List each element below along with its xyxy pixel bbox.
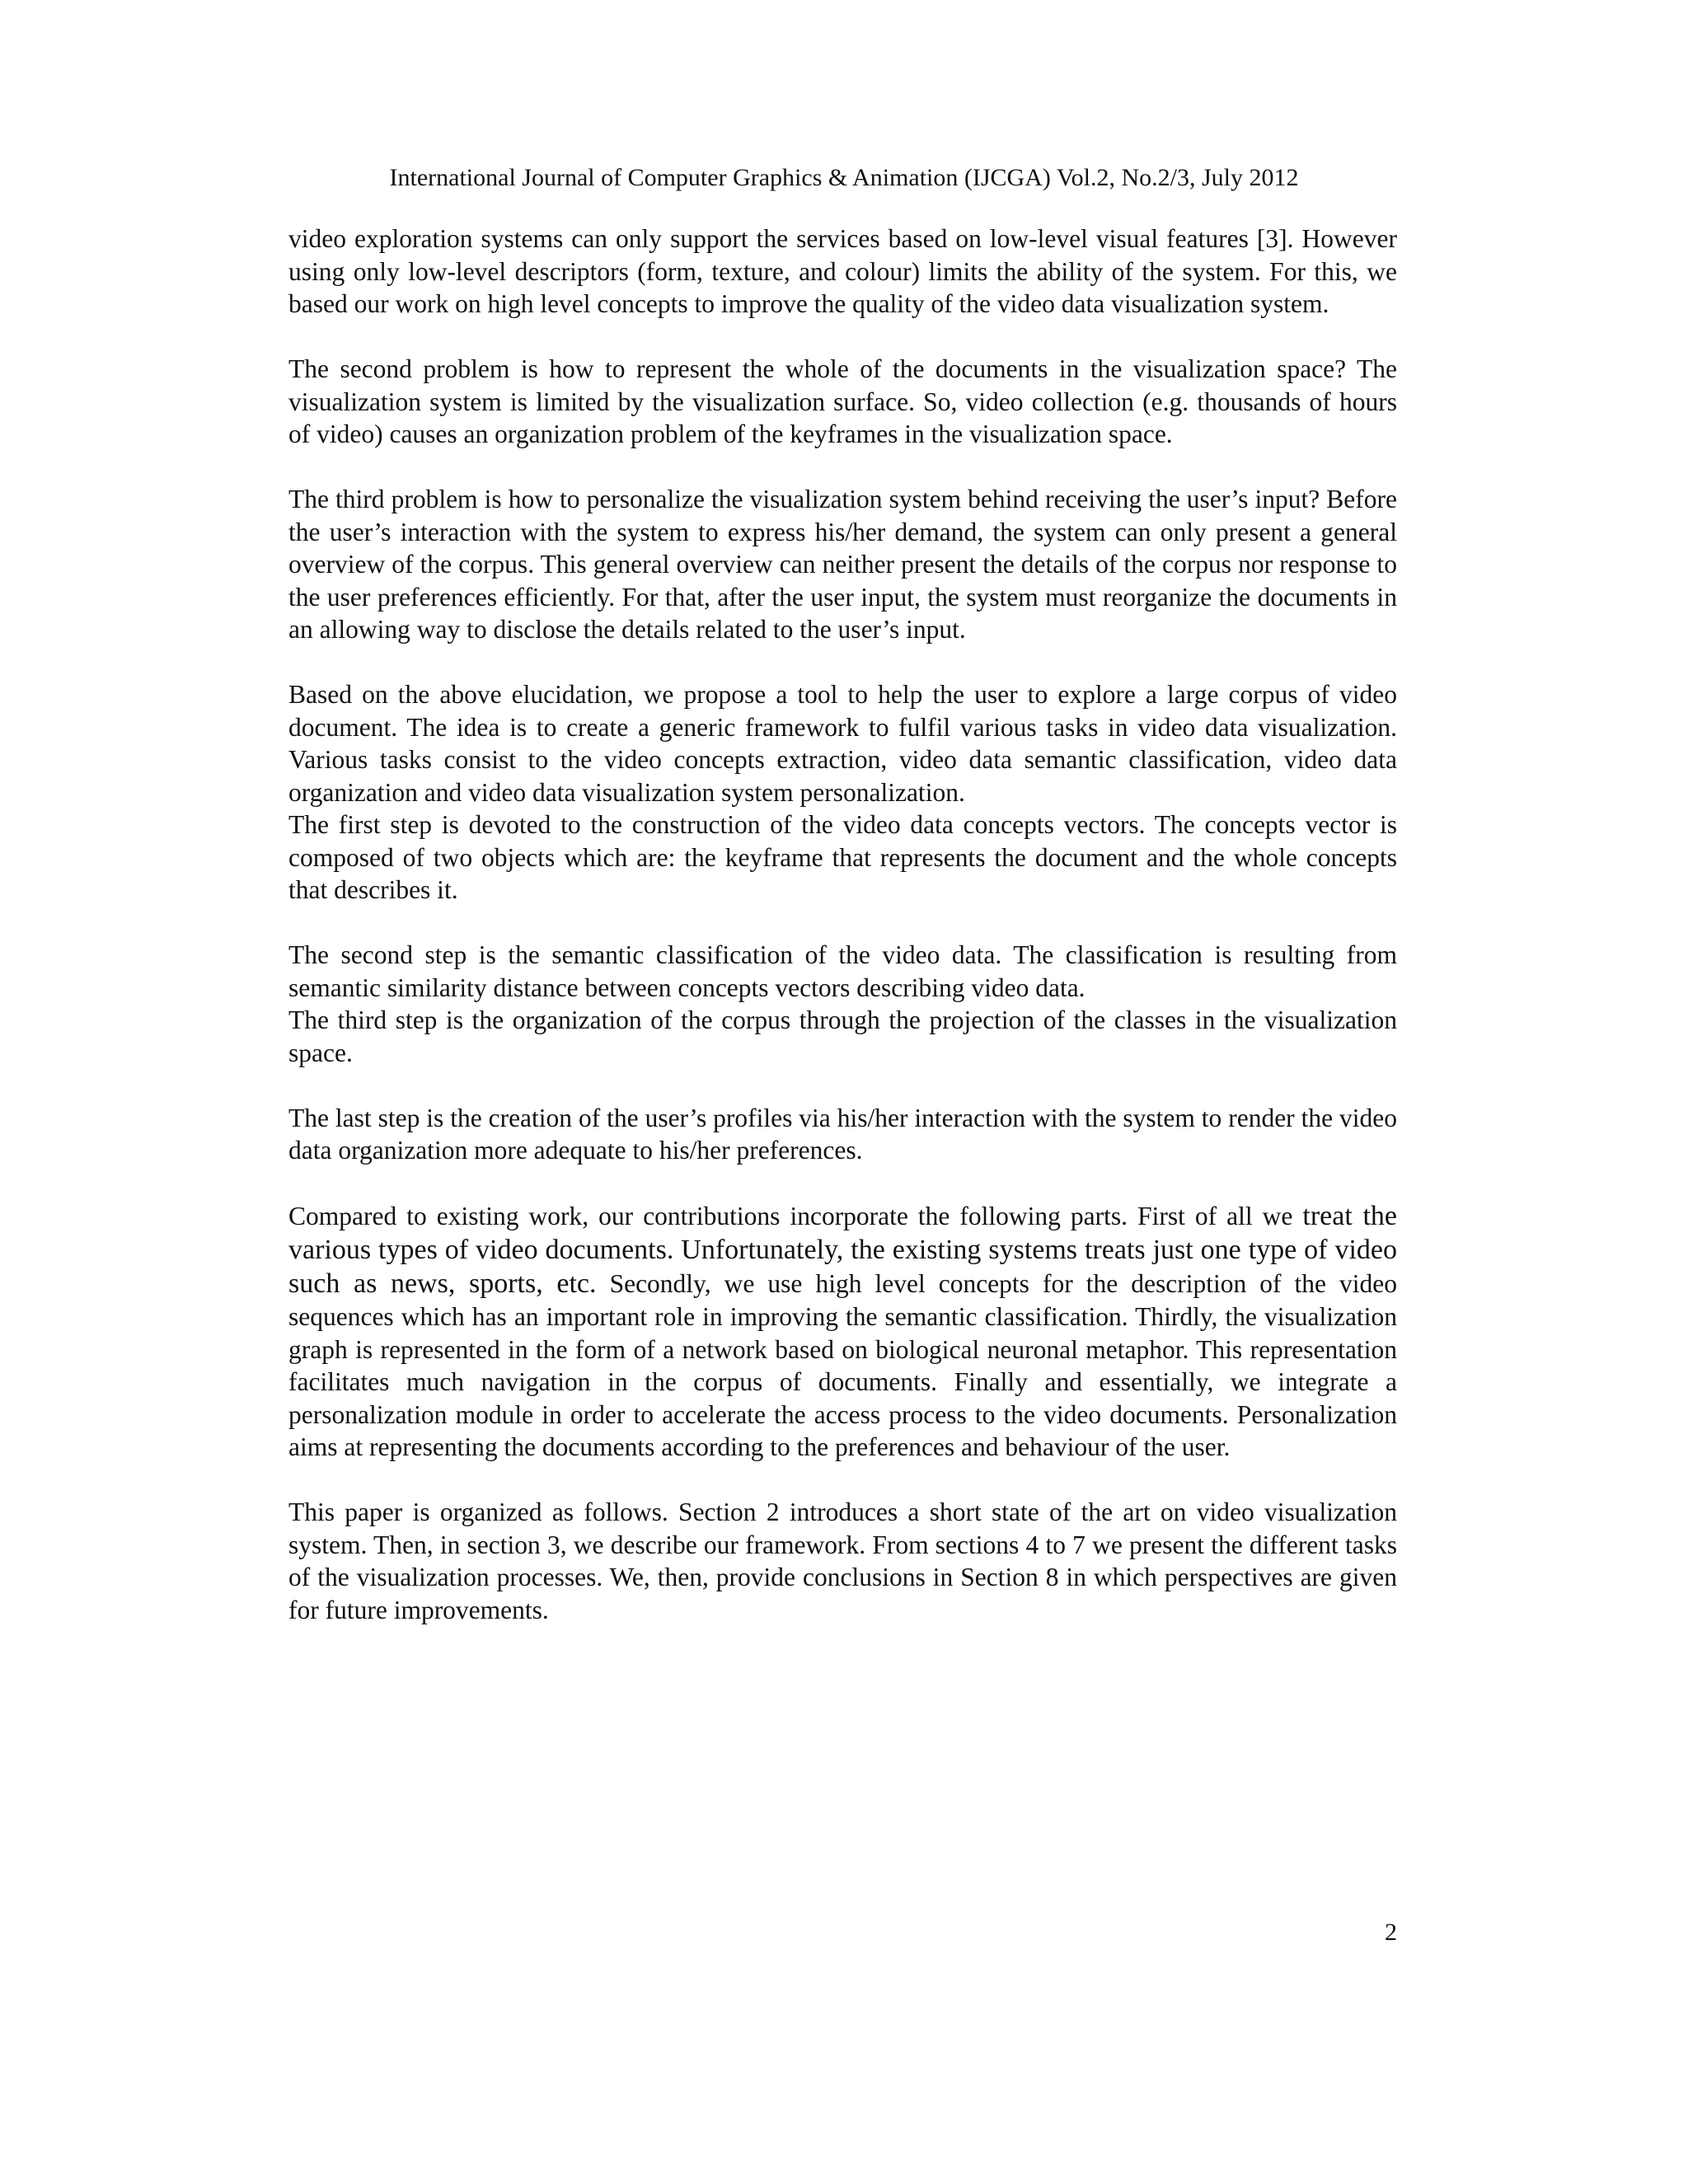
body-text [288,223,1397,1626]
contributions-text-larger: treat the various types of video documents. Unfortunately, the existing systems treats just one type of video such as news, sports, etc. [288,1201,1397,1299]
contributions-text-start: Compared to existing work, our contributions incorporate the following parts. First of all we [288,1202,1293,1230]
paragraph-third-problem: The third problem is how to personalize the visualization system behind receiving the user’s input? Before the user’s interaction with the system to express his/her demand, the system can only present a general overview of the corpus. This general overview can neither present the details of the corpus nor response to the user preferences efficiently. For that, after the user input, the system must reorganize the documents in an allowing way to disclose the details related to the user’s input. [288,485,1397,644]
paragraph-second-problem: The second problem is how to represent the whole of the documents in the visualization space? The visualization system is limited by the visualization surface. So, video collection (e.g. thousands of hours of video) causes an organization problem of the keyframes in the visualization space. [288,354,1397,448]
paragraph-second-step: The second step is the semantic classification of the video data. The classification is resulting from semantic similarity distance between concepts vectors describing video data. [288,940,1397,1002]
paragraph-first-step: The first step is devoted to the construction of the video data concepts vectors. The concepts vector is composed of two objects which are: the keyframe that represents the document and the whole concepts that describes it. [288,810,1397,904]
running-header: International Journal of Computer Graphics & Animation (IJCGA) Vol.2, No.2/3, July 2012 [389,164,1299,191]
page-number: 2 [1385,1919,1397,1946]
paragraph-proposed-tool: Based on the above elucidation, we propose a tool to help the user to explore a large corpus of video document. The idea is to create a generic framework to fulfil various tasks in video data visualization. Various tasks consist to the video concepts extraction, video data semantic classification, video data organization and video data visualization system personalization. [288,680,1397,807]
paragraph-last-step: The last step is the creation of the user’s profiles via his/her interaction with the system to render the video data organization more adequate to his/her preferences. [288,1103,1397,1165]
paragraph-contributions [288,1199,1397,1464]
paragraph-paper-organization: This paper is organized as follows. Section 2 introduces a short state of the art on video visualization system. Then, in section 3, we describe our framework. From sections 4 to 7 we present the different tasks of the visualization processes. We, then, provide conclusions in Section 8 in which perspectives are given for future improvements. [288,1497,1397,1624]
contributions-text-end: Secondly, we use high level concepts for the description of the video sequences which has an important role in improving the semantic classification. Thirdly, the visualization graph is represented in the form of a network based on biological neuronal metaphor. This representation facilitates much navigation in the corpus of documents. Finally and essentially, we integrate a personalization module in order to accelerate the access process to the video documents. Personalization aims at representing the documents according to the preferences and behaviour of the user. [288,1269,1398,1461]
paragraph-continued-intro: video exploration systems can only support the services based on low-level visual features [3]. However using only low-level descriptors (form, texture, and colour) limits the ability of the system. For this, we based our work on high level concepts to improve the quality of the video data visualization system. [288,224,1397,318]
paragraph-third-step: The third step is the organization of the corpus through the projection of the classes in the visualization space. [288,1005,1397,1067]
